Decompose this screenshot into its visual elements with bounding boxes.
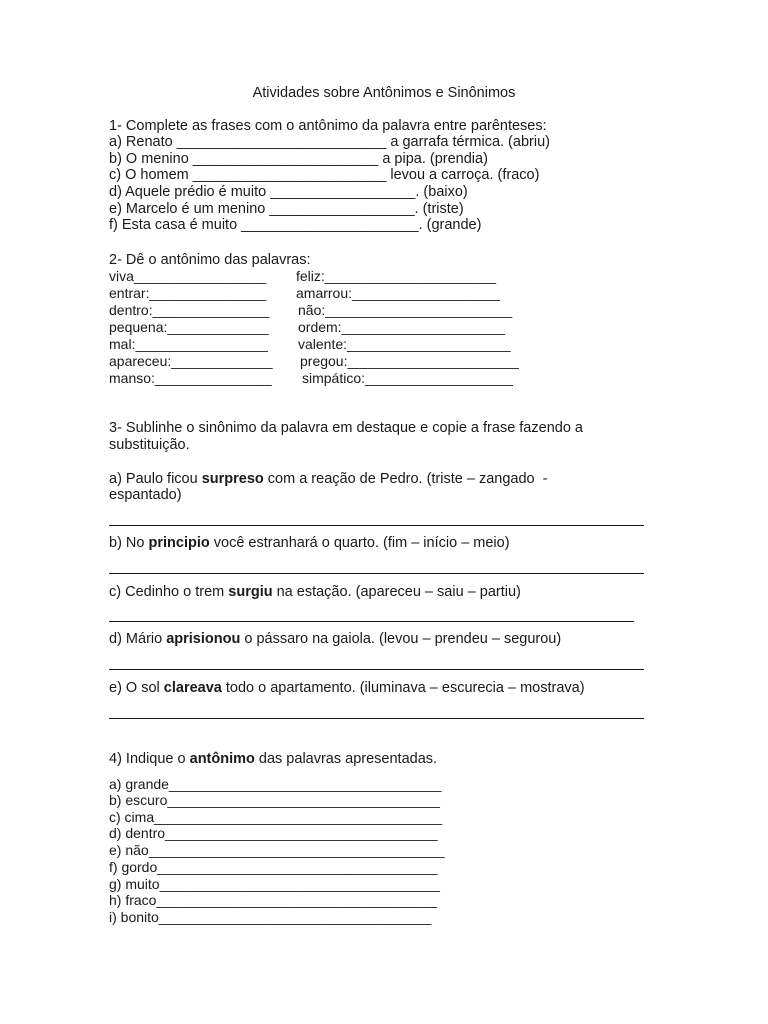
q3-e-answer-line [109,718,644,719]
q1-item-f: f) Esta casa é muito ______________________. (grande) [109,217,482,233]
q3-item-a-continuation: espantado) [109,487,182,503]
q4-highlight-word: antônimo [189,751,255,767]
q2-right-item: ordem:_____________________ [298,319,506,335]
q3-d-answer-line [109,669,644,670]
q2-left-item: apareceu:_____________ [109,353,273,369]
q2-right-item: não:________________________ [298,302,513,318]
q3-c-answer-line [109,621,634,622]
q1-heading: 1- Complete as frases com o antônimo da palavra entre parênteses: [109,118,547,134]
q2-right-item: amarrou:___________________ [296,285,500,301]
q2-right-item: feliz:______________________ [296,268,497,284]
q2-left-item: mal:_________________ [109,336,268,352]
q2-left-item: pequena:_____________ [109,319,269,335]
q2-right-item: valente:_____________________ [298,336,511,352]
q3-item-c: c) Cedinho o trem surgiu na estação. (apareceu – saiu – partiu) [109,584,521,600]
q4-item: i) bonito___________________________________ [109,909,432,925]
q3-item-b: b) No principio você estranhará o quarto. (fim – início – meio) [109,535,510,551]
q2-right-item: pregou:______________________ [300,353,519,369]
q2-heading: 2- Dê o antônimo das palavras: [109,252,311,268]
q1-item-b: b) O menino _______________________ a pipa. (prendia) [109,151,488,167]
q2-right-item: simpático:___________________ [302,370,513,386]
q2-left-item: dentro:_______________ [109,302,270,318]
q3-e-highlight-word: clareava [163,680,222,696]
q3-item-e: e) O sol clareava todo o apartamento. (iluminava – escurecia – mostrava) [109,680,585,696]
q2-left-item: viva_________________ [109,268,267,284]
q1-item-c: c) O homem ________________________ levou a carroça. (fraco) [109,167,540,183]
q3-b-highlight-word: principio [148,535,210,551]
q1-item-d: d) Aquele prédio é muito __________________. (baixo) [109,184,468,200]
q4-heading: 4) Indique o antônimo das palavras apresentadas. [109,751,438,767]
q4-item: f) gordo____________________________________ [109,859,438,875]
q2-left-item: entrar:_______________ [109,285,267,301]
q4-item: b) escuro___________________________________ [109,792,440,808]
q4-item: c) cima_____________________________________ [109,809,443,825]
q3-heading-line1: 3- Sublinhe o sinônimo da palavra em destaque e copie a frase fazendo a [109,420,583,436]
q4-item: g) muito____________________________________ [109,876,440,892]
q3-b-answer-line [109,573,644,574]
q2-left-item: manso:_______________ [109,370,272,386]
q4-item: h) fraco____________________________________ [109,892,437,908]
q3-item-d: d) Mário aprisionou o pássaro na gaiola. (levou – prendeu – segurou) [109,631,562,647]
q3-heading-line2: substituição. [109,437,190,453]
q1-item-e: e) Marcelo é um menino __________________. (triste) [109,201,464,217]
q3-item-a: a) Paulo ficou surpreso com a reação de Pedro. (triste – zangado - [109,471,548,487]
q3-a-highlight-word: surpreso [201,471,264,487]
q4-item: a) grande___________________________________ [109,776,442,792]
q3-c-highlight-word: surgiu [228,584,273,600]
q4-item: e) não______________________________________ [109,842,445,858]
page-title: Atividades sobre Antônimos e Sinônimos [252,85,516,101]
q1-item-a: a) Renato __________________________ a garrafa térmica. (abriu) [109,134,550,150]
q3-a-answer-line [109,525,644,526]
q3-d-highlight-word: aprisionou [166,631,241,647]
q4-item: d) dentro___________________________________ [109,825,438,841]
